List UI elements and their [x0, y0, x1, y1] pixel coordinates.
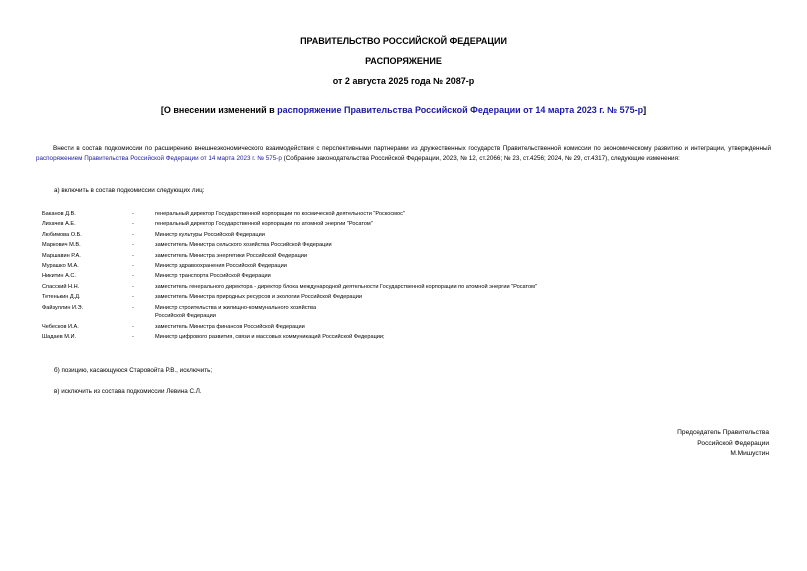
- member-name: Лихачев А.Е.: [42, 221, 76, 228]
- member-position: Министр транспорта Российской Федерации: [155, 273, 271, 280]
- member-name: Любимова О.Б.: [42, 231, 82, 238]
- item-b: б) позицию, касающуюся Старовойта Р.В., исключить;: [54, 367, 213, 374]
- subject-prefix: [О внесении изменений в: [160, 105, 278, 115]
- member-dash: -: [132, 273, 134, 280]
- member-dash: -: [132, 283, 134, 290]
- member-position: генеральный директор Государственной корпорации по атомной энергии "Росатом": [155, 221, 373, 228]
- member-name: Маркович М.В.: [42, 242, 81, 249]
- member-row: [42, 219, 782, 229]
- intro-text-before: Внести в состав подкомиссии по расширению внешнеэкономического взаимодействия с перспективными партнерами из дружественных государств Правительственной комиссии по экономическому развитию и интеграции, утвержденный: [53, 145, 771, 152]
- member-row: [42, 303, 782, 321]
- member-position: Министр культуры Российской Федерации: [155, 231, 265, 238]
- member-row: [42, 230, 782, 240]
- member-name: Маршавин Р.А.: [42, 252, 81, 259]
- member-position: Министр здравоохранения Российской Федерации: [155, 263, 287, 270]
- member-row: [42, 282, 782, 292]
- member-row: [42, 322, 782, 332]
- members-list: [42, 209, 782, 343]
- member-position-line1: Министр строительства и жилищно-коммунального хозяйства: [155, 304, 317, 311]
- member-position: [155, 304, 782, 321]
- member-position: генеральный директор Государственной корпорации по космической деятельности "Роскосмос": [155, 211, 405, 217]
- member-position: заместитель Министра сельского хозяйства Российской Федерации: [155, 242, 332, 249]
- member-name: Чебесков И.А.: [42, 323, 79, 330]
- member-name: Спасский Н.Н.: [42, 283, 80, 290]
- member-name: Мурашко М.А.: [42, 263, 79, 270]
- member-position: заместитель Министра природных ресурсов и экологии Российской Федерации: [155, 294, 362, 301]
- member-dash: -: [132, 231, 134, 238]
- intro-link[interactable]: распоряжением Правительства Российской Федерации от 14 марта 2023 г. № 575-р: [36, 155, 282, 162]
- member-row: [42, 332, 782, 342]
- member-dash: -: [132, 242, 134, 249]
- member-dash: -: [132, 252, 134, 259]
- member-dash: -: [132, 263, 134, 270]
- member-name: Шадаев М.И.: [42, 334, 77, 341]
- signature-name: М.Мишустин: [730, 450, 769, 457]
- document-date-number: от 2 августа 2025 года № 2087-р: [332, 76, 475, 86]
- member-dash: -: [132, 211, 134, 217]
- member-row: [42, 261, 782, 271]
- member-name: Баканов Д.В.: [42, 211, 76, 217]
- member-row: [42, 251, 782, 261]
- member-dash: -: [132, 221, 134, 228]
- member-row: [42, 240, 782, 250]
- item-a: а) включить в состав подкомиссии следующих лиц:: [54, 187, 205, 194]
- item-c: в) исключить из состава подкомиссии Левина С.Л.: [54, 388, 202, 395]
- member-row: [42, 209, 782, 219]
- member-position: заместитель Министра финансов Российской Федерации: [155, 323, 305, 330]
- member-dash: -: [132, 323, 134, 330]
- member-row: [42, 292, 782, 302]
- member-position: заместитель Министра энергетики Российской Федерации: [155, 252, 308, 259]
- government-title: ПРАВИТЕЛЬСТВО РОССИЙСКОЙ ФЕДЕРАЦИИ: [300, 36, 507, 46]
- member-row: [42, 271, 782, 281]
- member-position: Министр цифрового развития, связи и массовых коммуникаций Российской Федерации;: [155, 334, 385, 341]
- member-position-line2: Российской Федерации: [155, 313, 216, 320]
- signature-country: Российской Федерации: [697, 439, 769, 447]
- signature-block: [677, 428, 769, 460]
- member-name: Тетенькин Д.Д.: [42, 294, 81, 301]
- member-dash: -: [132, 294, 134, 301]
- member-name: Никитин А.С.: [42, 273, 76, 280]
- subject-suffix: ]: [643, 105, 647, 115]
- signature-position: Председатель Правительства: [677, 429, 769, 436]
- document-subject: [0, 105, 807, 115]
- member-position: заместитель генерального директора - директор блока международной деятельности Государственной корпорации по атомной энергии "Росатом": [155, 283, 537, 290]
- intro-paragraph: [36, 144, 771, 164]
- subject-link[interactable]: распоряжение Правительства Российской Федерации от 14 марта 2023 г. № 575-р: [277, 105, 644, 115]
- intro-text-after: (Собрание законодательства Российской Федерации, 2023, № 12, ст.2066; № 23, ст.4256; 2024, № 29, ст.4317), следующие изменения:: [281, 155, 680, 162]
- member-dash: -: [132, 334, 134, 341]
- document-type: РАСПОРЯЖЕНИЕ: [365, 56, 442, 66]
- member-name: Файзуллин И.Э.: [42, 304, 84, 311]
- member-dash: -: [132, 304, 134, 311]
